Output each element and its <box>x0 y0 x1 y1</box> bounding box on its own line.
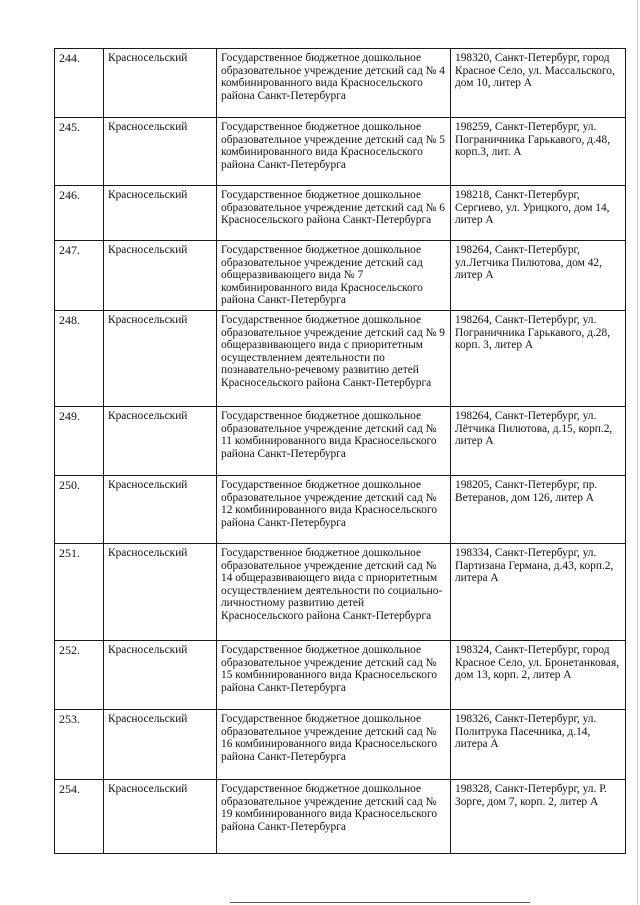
institution-name-cell: Государственное бюджетное дошкольное образовательное учреждение детский сад № 14 общеразвивающего вида с приоритетным осуществлением деятельности по социально-личностному развитию детей Красносельского района Санкт-Петербурга <box>217 544 451 641</box>
institution-name-cell: Государственное бюджетное дошкольное образовательное учреждение детский сад № 15 комбинированного вида Красносельского района Санкт-Петербурга <box>217 641 451 710</box>
district-cell: Красносельский <box>104 241 217 311</box>
row-number: 244. <box>55 49 104 118</box>
table-row <box>55 311 626 407</box>
district-cell: Красносельский <box>104 641 217 710</box>
address-cell: 198264, Санкт-Петербург, ул.Летчика Пилютова, дом 42, литер А <box>451 241 626 311</box>
district-cell: Красносельский <box>104 49 217 118</box>
address-cell: 198205, Санкт-Петербург, пр. Ветеранов, дом 126, литер А <box>451 476 626 544</box>
row-number: 246. <box>55 186 104 241</box>
address-cell: 198326, Санкт-Петербург, ул. Политрука Пасечника, д.14, литера А <box>451 710 626 780</box>
address-cell: 198320, Санкт-Петербург, город Красное Село, ул. Массальского, дом 10, литер А <box>451 49 626 118</box>
row-number: 245. <box>55 118 104 186</box>
table-row <box>55 118 626 186</box>
table-row <box>55 407 626 476</box>
address-cell: 198328, Санкт-Петербург, ул. Р. Зорге, дом 7, корп. 2, литер А <box>451 780 626 854</box>
institution-name-cell: Государственное бюджетное дошкольное образовательное учреждение детский сад № 4 комбинированного вида Красносельского района Санкт-Петербурга <box>217 49 451 118</box>
table-body <box>55 49 626 854</box>
address-cell: 198259, Санкт-Петербург, ул. Пограничника Гарькавого, д.48, корп.3, лит. А <box>451 118 626 186</box>
table-row <box>55 241 626 311</box>
address-cell: 198324, Санкт-Петербург, город Красное Село, ул. Бронетанковая, дом 13, корп. 2, литер А <box>451 641 626 710</box>
institution-name-cell: Государственное бюджетное дошкольное образовательное учреждение детский сад № 11 комбинированного вида Красносельского района Санкт-Петербурга <box>217 407 451 476</box>
institution-name-cell: Государственное бюджетное дошкольное образовательное учреждение детский сад № 19 комбинированного вида Красносельского района Санкт-Петербурга <box>217 780 451 854</box>
institutions-table <box>54 48 626 854</box>
table-row <box>55 476 626 544</box>
table-row <box>55 544 626 641</box>
row-number: 250. <box>55 476 104 544</box>
address-cell: 198264, Санкт-Петербург, ул. Лётчика Пилютова, д.15, корп.2, литер А <box>451 407 626 476</box>
district-cell: Красносельский <box>104 407 217 476</box>
institution-name-cell: Государственное бюджетное дошкольное образовательное учреждение детский сад № 9 общеразвивающего вида с приоритетным осуществлением деятельности по познавательно-речевому развитию детей Красносельского района Санкт-Петербурга <box>217 311 451 407</box>
scan-edge <box>637 0 638 905</box>
district-cell: Красносельский <box>104 710 217 780</box>
institution-name-cell: Государственное бюджетное дошкольное образовательное учреждение детский сад № 6 Красносельского района Санкт-Петербурга <box>217 186 451 241</box>
address-cell: 198334, Санкт-Петербург, ул. Партизана Германа, д.43, корп.2, литера А <box>451 544 626 641</box>
table-row <box>55 49 626 118</box>
district-cell: Красносельский <box>104 780 217 854</box>
institution-name-cell: Государственное бюджетное дошкольное образовательное учреждение детский сад № 12 комбинированного вида Красносельского района Санкт-Петербурга <box>217 476 451 544</box>
table-row <box>55 641 626 710</box>
row-number: 249. <box>55 407 104 476</box>
row-number: 251. <box>55 544 104 641</box>
row-number: 253. <box>55 710 104 780</box>
row-number: 252. <box>55 641 104 710</box>
page-bottom-rule <box>230 902 530 903</box>
district-cell: Красносельский <box>104 186 217 241</box>
table-row <box>55 186 626 241</box>
row-number: 247. <box>55 241 104 311</box>
institution-name-cell: Государственное бюджетное дошкольное образовательное учреждение детский сад № 16 комбинированного вида Красносельского района Санкт-Петербурга <box>217 710 451 780</box>
district-cell: Красносельский <box>104 476 217 544</box>
institution-name-cell: Государственное бюджетное дошкольное образовательное учреждение детский сад № 5 комбинированного вида Красносельского района Санкт-Петербурга <box>217 118 451 186</box>
district-cell: Красносельский <box>104 118 217 186</box>
district-cell: Красносельский <box>104 311 217 407</box>
row-number: 254. <box>55 780 104 854</box>
district-cell: Красносельский <box>104 544 217 641</box>
row-number: 248. <box>55 311 104 407</box>
table-row <box>55 780 626 854</box>
table-row <box>55 710 626 780</box>
address-cell: 198264, Санкт-Петербург, ул. Пограничника Гарькавого, д.28, корп. 3, литер А <box>451 311 626 407</box>
institution-name-cell: Государственное бюджетное дошкольное образовательное учреждение детский сад общеразвивающего вида № 7 комбинированного вида Красносельского района Санкт-Петербурга <box>217 241 451 311</box>
address-cell: 198218, Санкт-Петербург, Сергиево, ул. Урицкого, дом 14, литер А <box>451 186 626 241</box>
